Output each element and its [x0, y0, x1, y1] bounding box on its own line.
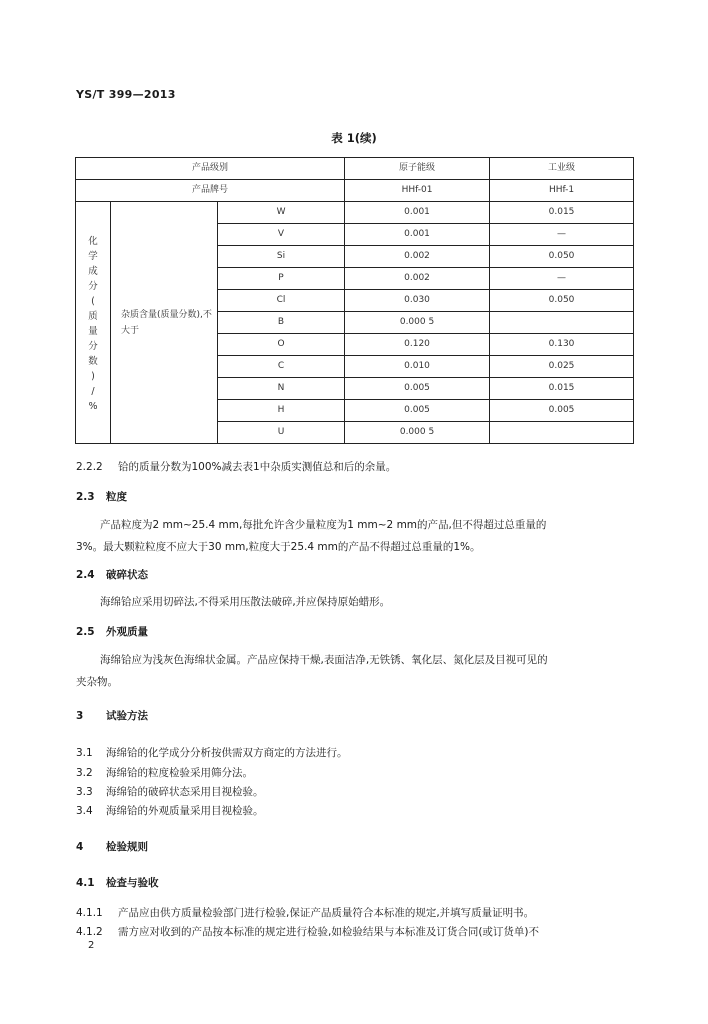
- element-cell: B: [218, 312, 345, 334]
- section-4-heading: 4 检验规则: [76, 841, 148, 853]
- value-industrial: [490, 422, 634, 444]
- section-2-3-line-1: 产品粒度为2 mm~25.4 mm,每批允许含少量粒度为1 mm~2 mm的产品,但不得超过总重量的: [100, 519, 547, 531]
- section-2-3-line-2: 3%。最大颗粒粒度不应大于30 mm,粒度大于25.4 mm的产品不得超过总重量的1%。: [76, 541, 481, 553]
- clause-4-1-2: 4.1.2 需方应对收到的产品按本标准的规定进行检验,如检验结果与本标准及订货合同(或订货单)不: [76, 926, 540, 938]
- value-atomic: 0.001: [345, 224, 490, 246]
- clause-number: 2.2.2: [76, 461, 103, 473]
- element-cell: W: [218, 202, 345, 224]
- value-atomic: 0.000 5: [345, 312, 490, 334]
- element-cell: V: [218, 224, 345, 246]
- table-header-row-brand: [76, 180, 634, 202]
- element-cell: H: [218, 400, 345, 422]
- value-atomic: 0.001: [345, 202, 490, 224]
- section-3-heading: 3 试验方法: [76, 710, 148, 722]
- value-industrial: 0.025: [490, 356, 634, 378]
- value-atomic: 0.000 5: [345, 422, 490, 444]
- clause-3-2: 3.2 海绵铪的粒度检验采用筛分法。: [76, 767, 253, 779]
- brand-label: 产品牌号: [76, 180, 345, 202]
- section-2-5-heading: 2.5 外观质量: [76, 626, 148, 638]
- value-atomic: 0.005: [345, 400, 490, 422]
- value-industrial: 0.015: [490, 378, 634, 400]
- value-atomic: 0.002: [345, 268, 490, 290]
- clause-3-1: 3.1 海绵铪的化学成分分析按供需双方商定的方法进行。: [76, 747, 348, 759]
- impurity-table: [75, 157, 634, 444]
- grade-industrial: 工业级: [490, 158, 634, 180]
- element-cell: Si: [218, 246, 345, 268]
- table-header-row-grade: [76, 158, 634, 180]
- value-industrial: 0.050: [490, 290, 634, 312]
- grade-label: 产品级别: [76, 158, 345, 180]
- value-industrial: 0.015: [490, 202, 634, 224]
- value-atomic: 0.002: [345, 246, 490, 268]
- value-atomic: 0.005: [345, 378, 490, 400]
- value-industrial: 0.050: [490, 246, 634, 268]
- clause-2-2-2: [76, 456, 396, 478]
- element-cell: U: [218, 422, 345, 444]
- brand-hhf1: HHf-1: [490, 180, 634, 202]
- clause-4-1-1: 4.1.1 产品应由供方质量检验部门进行检验,保证产品质量符合本标准的规定,并填写质量证明书。: [76, 907, 535, 919]
- document-id: YS/T 399—2013: [76, 88, 176, 101]
- element-cell: O: [218, 334, 345, 356]
- chemical-composition-label: 化 学 成 分 ( 质 量 分 数 ) / %: [76, 202, 111, 444]
- element-cell: Cl: [218, 290, 345, 312]
- element-cell: C: [218, 356, 345, 378]
- clause-3-4: 3.4 海绵铪的外观质量采用目视检验。: [76, 805, 264, 817]
- value-industrial: 0.005: [490, 400, 634, 422]
- section-2-5-line-1: 海绵铪应为浅灰色海绵状金属。产品应保持干燥,表面洁净,无铁锈、氧化层、氮化层及目视可见的: [100, 654, 548, 666]
- page-number: 2: [88, 940, 95, 951]
- section-4-1-heading: 4.1 检查与验收: [76, 877, 159, 889]
- clause-text: 铪的质量分数为100%减去表1中杂质实测值总和后的余量。: [118, 461, 397, 473]
- value-industrial: [490, 312, 634, 334]
- value-atomic: 0.010: [345, 356, 490, 378]
- value-industrial: —: [490, 268, 634, 290]
- section-2-4-heading: 2.4 破碎状态: [76, 569, 148, 581]
- clause-3-3: 3.3 海绵铪的破碎状态采用目视检验。: [76, 786, 264, 798]
- grade-atomic: 原子能级: [345, 158, 490, 180]
- element-cell: N: [218, 378, 345, 400]
- section-2-5-line-2: 夹杂物。: [76, 676, 118, 688]
- impurity-content-label: 杂质含量(质量分数),不大于: [111, 202, 218, 444]
- table-row: [76, 202, 634, 224]
- value-atomic: 0.120: [345, 334, 490, 356]
- value-industrial: 0.130: [490, 334, 634, 356]
- element-cell: P: [218, 268, 345, 290]
- section-2-3-heading: 2.3 粒度: [76, 491, 127, 503]
- value-industrial: —: [490, 224, 634, 246]
- section-2-4-text: 海绵铪应采用切碎法,不得采用压散法破碎,并应保持原始蜡形。: [100, 596, 391, 608]
- table-caption: 表 1(续): [331, 131, 377, 145]
- value-atomic: 0.030: [345, 290, 490, 312]
- brand-hhf01: HHf-01: [345, 180, 490, 202]
